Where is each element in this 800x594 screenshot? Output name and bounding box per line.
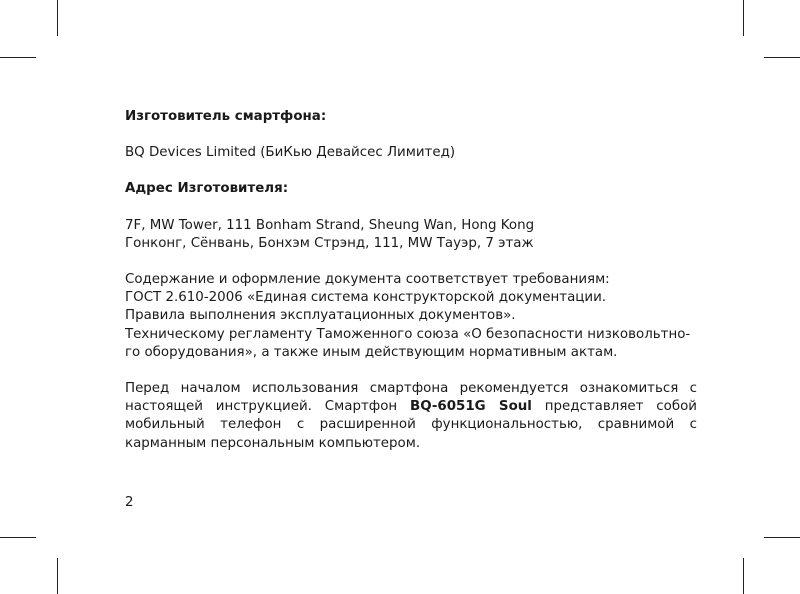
crop-mark-bottom-left — [57, 558, 58, 594]
page-number: 2 — [125, 495, 134, 510]
document-body — [125, 108, 697, 453]
compliance-line: Правила выполнения эксплуатационных документов». — [125, 308, 516, 324]
address-heading: Адрес Изготовителя: — [125, 181, 289, 197]
address-line-en: 7F, MW Tower, 111 Bonham Strand, Sheung Wan, Hong Kong — [125, 217, 535, 233]
intro-text-start: Перед началом использования смартфона рекомендуется ознакомиться с настоящей инструкцией. Смартфон — [125, 381, 697, 415]
compliance-line: Содержание и оформление документа соответствует требованиям: — [125, 272, 610, 288]
compliance-block — [125, 271, 697, 362]
crop-mark-top-left — [57, 0, 58, 36]
crop-mark-right-top — [764, 57, 800, 58]
intro-paragraph — [125, 380, 697, 453]
crop-mark-bottom-right — [743, 558, 744, 594]
manufacturer-heading: Изготовитель смартфона: — [125, 109, 327, 124]
compliance-line: Техническому регламенту Таможенного союза «О безопасности низковольтно- — [125, 326, 691, 342]
model-name: BQ-6051G Soul — [410, 399, 532, 415]
crop-mark-left-top — [0, 57, 36, 58]
address-line-ru: Гонконг, Сёнвань, Бонхэм Стрэнд, 111, MW Тауэр, 7 этаж — [125, 235, 534, 251]
crop-mark-top-right — [743, 0, 744, 36]
manufacturer-name: BQ Devices Limited (БиКью Девайсес Лимитед) — [125, 145, 456, 161]
crop-mark-left-bottom — [0, 537, 36, 538]
compliance-line: ГОСТ 2.610-2006 «Единая система конструкторской документации. — [125, 290, 607, 306]
compliance-line: го оборудования», а также иным действующим нормативным актам. — [125, 344, 618, 360]
crop-mark-right-bottom — [764, 537, 800, 538]
intro-text-end: представляет собой мобильный телефон с расширенной функциональностью, сравнимой с карманным персональным компьютером. — [125, 399, 697, 451]
